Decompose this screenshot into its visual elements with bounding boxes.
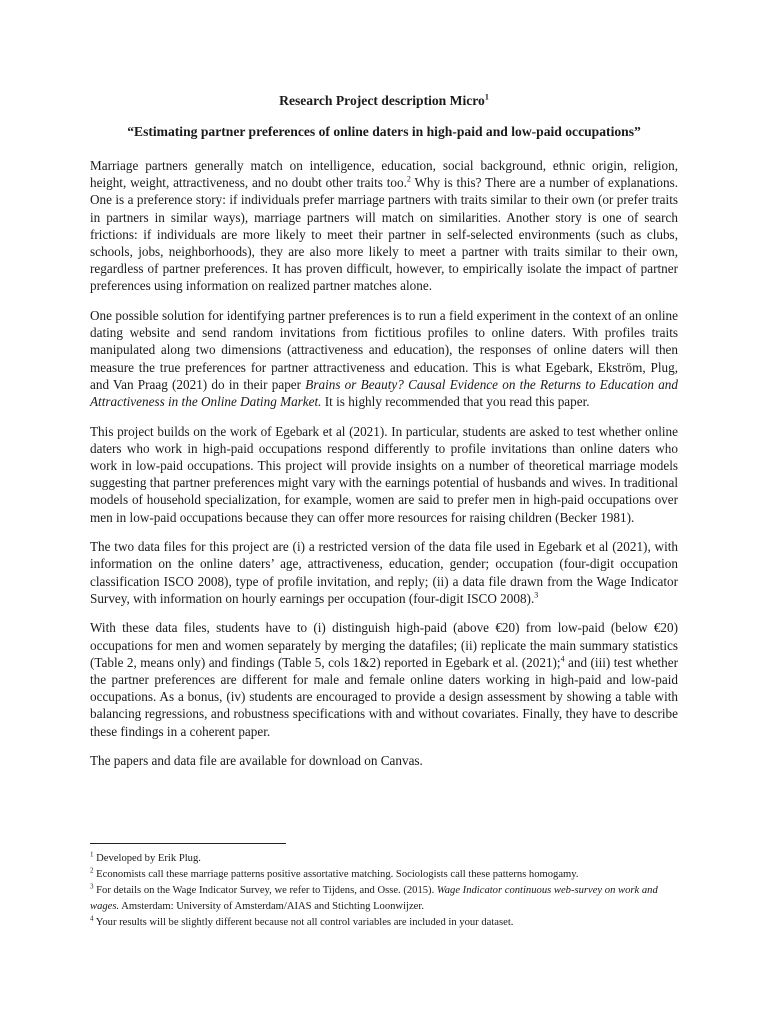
title-text: Research Project description Micro: [279, 93, 485, 108]
paragraph-project-scope: This project builds on the work of Egebark et al (2021). In particular, students are asked to test whether online daters who work in high-paid occupations respond differently to profile invitations than online daters who work in low-paid occupations. This project will provide insights on a number of theoretical marriage models suggesting that partner preferences might vary with the earnings potential of husbands and wives. In traditional models of household specialization, for example, women are said to prefer men in high-paid occupations over men in low-paid occupations because they can offer more resources for raising children (Becker 1981).: [90, 423, 678, 525]
project-subtitle: “Estimating partner preferences of online daters in high-paid and low-paid occupations”: [127, 124, 641, 139]
footnote-ref-3[interactable]: 3: [534, 590, 539, 600]
footnote-divider: [90, 843, 286, 844]
footnote-3: $^3$ For details on the Wage Indicator Survey, we refer to Tijdens, and Osse. (2015). Wage Indicator continuous web-survey on work and wages. Amsterdam: University of Amsterdam/AIAS and Stichting Loonwijzer.: [90, 882, 658, 912]
footnote-ref-1[interactable]: 1: [484, 92, 489, 102]
paper-title: Brains or Beauty? Causal Evidence on the Returns to Education and Attractiveness in the Online Dating Market.: [90, 376, 678, 410]
paragraph-intro: Marriage partners generally match on intelligence, education, social background, ethnic origin, religion, height, weight, attractiveness, and no doubt other traits too.$^2$ Why is this? There are a number of explanations. One is a preference story: if individuals prefer marriage partners with traits similar to their own (or prefer traits in partners in similar ways), marriage partners will match on similarities. Another story is one of search frictions: if individuals are more likely to meet their partner in self-selected environments (such as clubs, schools, jobs, neighborhoods), they are also more likely to meet a partner with traits similar to their own, regardless of partner preferences. It has proven difficult, however, to empirically isolate the impact of partner preferences using information on realized partner matches alone.: [90, 158, 679, 294]
paragraph-data-files: The two data files for this project are (i) a restricted version of the data file used in Egebark et al (2021), with information on the online daters’ age, attractiveness, education, gender; occupation (four-digit occupation classification ISCO 2008), type of profile invitation, and reply; (ii) a data file drawn from the Wage Indicator Survey, with information on hourly earnings per occupation (four-digit ISCO 2008).$^3$: [90, 539, 678, 606]
paragraph-tasks: With these data files, students have to (i) distinguish high-paid (above €20) from low-paid (below €20) occupations for men and women separately by merging the datafiles; (ii) replicate the main summary statistics (Table 2, means only) and findings (Table 5, cols 1&2) reported in Egebark et al. (2021);$^4$ and (iii) test whether the partner preferences are different for male and female online daters working in high-paid and low-paid occupations. As a bonus, (iv) students are encouraged to provide a design assessment by showing a table with balancing regressions, and robustness specifications with and without covariates. Finally, they have to describe these findings in a coherent paper.: [90, 620, 678, 739]
footnotes-section: [90, 843, 678, 931]
footnote-ref-4[interactable]: 4: [560, 654, 565, 664]
paragraph-field-experiment: One possible solution for identifying partner preferences is to run a field experiment in the context of an online dating website and send random invitations from fictitious profiles to online daters. With profiles traits manipulated along two dimensions (attractiveness and education), the responses of online daters will then measure the true preferences for partner attractiveness and education. This is what Egebark, Ekström, Plug, and Van Praag (2021) do in their paper Brains or Beauty? Causal Evidence on the Returns to Education and Attractiveness in the Online Dating Market. It is highly recommended that you read this paper.: [90, 308, 678, 410]
page-title: [90, 92, 678, 110]
footnote-2: $^2$ Economists call these marriage patterns positive assortative matching. Sociologists call these patterns homogamy.: [90, 866, 579, 880]
paragraph-availability: The papers and data file are available for download on Canvas.: [90, 753, 423, 769]
document-page: [90, 92, 678, 782]
footnote-ref-2[interactable]: 2: [406, 174, 411, 184]
footnote-4: $^4$ Your results will be slightly different because not all control variables are included in your dataset.: [90, 914, 514, 928]
body-text: [90, 157, 678, 769]
footnote-1: $^1$ Developed by Erik Plug.: [90, 850, 201, 864]
